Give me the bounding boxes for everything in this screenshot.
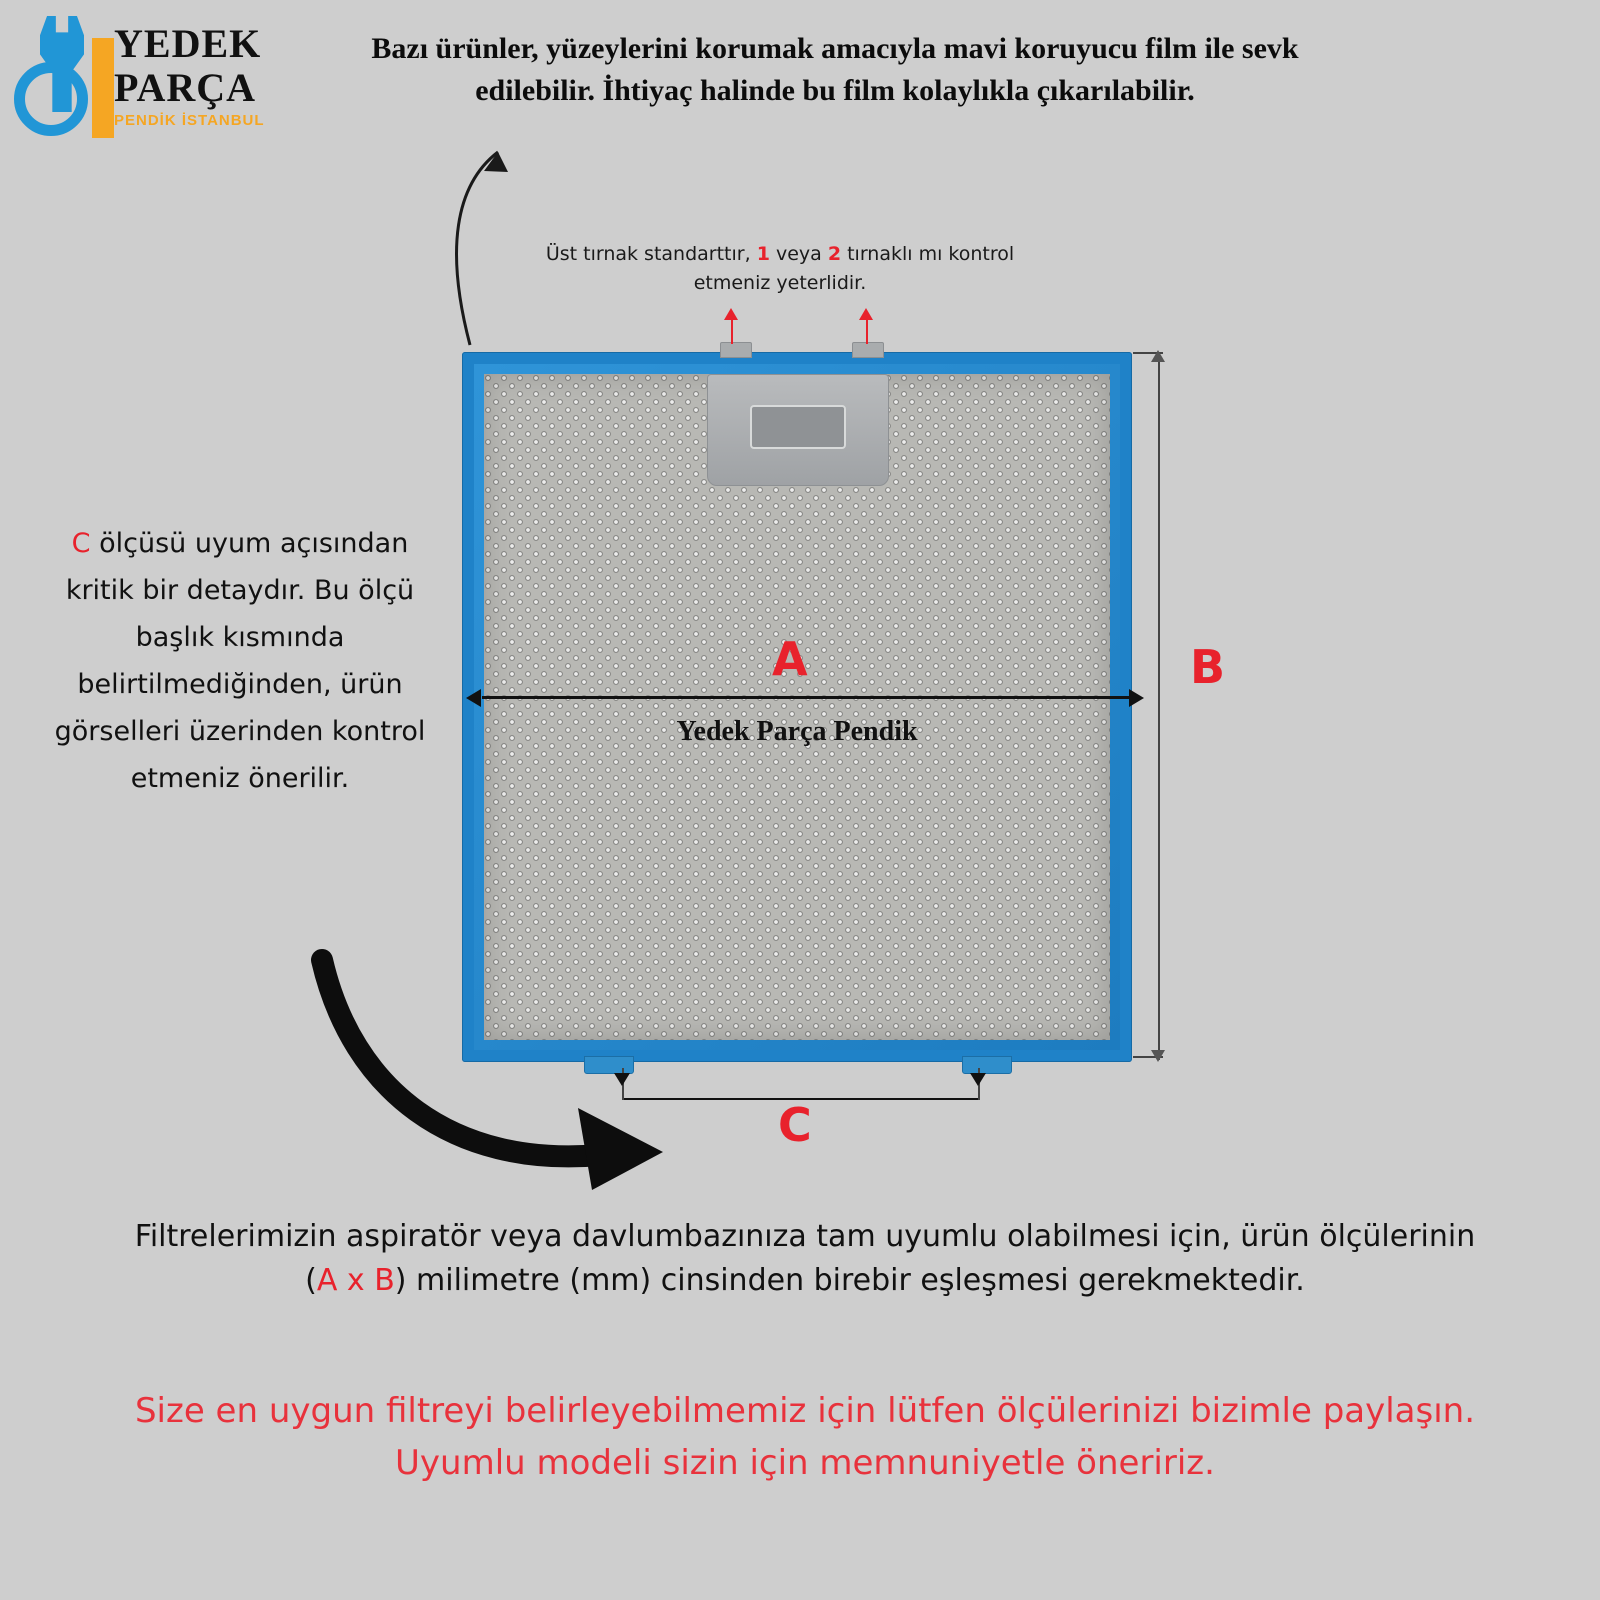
logo-orange-bar (92, 38, 114, 138)
filter-watermark: Yedek Parça Pendik (676, 716, 918, 747)
dimension-b-arrow-bottom (1151, 1050, 1165, 1062)
top-heading: Bazı ürünler, yüzeylerini korumak amacıyla mavi koruyucu film ile sevk edilebilir. İhtiyaç halinde bu film kolaylıkla çıkarılabilir. (371, 32, 1299, 107)
bottom-paragraph-dims: A x B (316, 1263, 395, 1298)
handle-slot (750, 405, 846, 449)
top-tab-pointer-1-arrow (724, 308, 738, 320)
dimension-line-a (482, 696, 1132, 699)
bottom-tab-2 (962, 1056, 1012, 1074)
film-callout-arrow-path (457, 152, 498, 345)
logo-mark (14, 16, 114, 134)
brand-logo (10, 10, 310, 140)
dimension-a-arrow-left (466, 689, 481, 707)
logo-line-1: YEDEK (114, 21, 262, 66)
bottom-paragraph-part1: Filtrelerimizin aspiratör veya davlumbazınıza tam uyumlu olabilmesi için, ürün ölçülerinin ( (134, 1219, 1476, 1298)
dimension-c-arrow-left (614, 1073, 630, 1086)
dimension-b-arrow-top (1151, 350, 1165, 362)
grease-filter-illustration (462, 352, 1132, 1062)
film-callout-arrow-head (484, 152, 508, 172)
dimension-c-arrow-right (970, 1073, 986, 1086)
bottom-paragraph (120, 1215, 1490, 1303)
dimension-a-arrow-right (1129, 689, 1144, 707)
logo-text (114, 22, 314, 129)
top-tab-pointer-2-line (866, 318, 868, 344)
tab-note-part2: veya (769, 243, 828, 265)
logo-subtitle: PENDİK İSTANBUL (114, 112, 265, 129)
tab-note-part1: Üst tırnak standarttır, (545, 243, 757, 265)
top-tab-2 (852, 342, 884, 358)
tab-note-number-1: 1 (756, 243, 770, 265)
filter-handle (707, 374, 889, 486)
dimension-label-b: B (1190, 640, 1226, 694)
left-paragraph-letter: C (71, 528, 91, 559)
dimension-label-a: A (772, 632, 808, 686)
dimension-label-c: C (778, 1098, 812, 1152)
top-tab-1 (720, 342, 752, 358)
dimension-line-b (1158, 356, 1160, 1060)
logo-line-2: PARÇA (114, 65, 257, 110)
tab-note-part3: tırnaklı mı kontrol etmeniz yeterlidir. (693, 243, 1015, 294)
gear-icon (14, 62, 88, 136)
left-paragraph (40, 520, 440, 802)
left-callout-arrow-head (578, 1108, 663, 1190)
bottom-paragraph-part2: ) milimetre (mm) cinsinden birebir eşleşmesi gerekmektedir. (394, 1263, 1305, 1298)
top-tab-pointer-1-line (731, 318, 733, 344)
top-tab-pointer-2-arrow (859, 308, 873, 320)
left-paragraph-text: ölçüsü uyum açısından kritik bir detaydır. Bu ölçü başlık kısmında belirtilmediğinden, ürün görselleri üzerinden kontrol etmeniz önerilir. (54, 528, 426, 794)
bottom-red-text: Size en uygun filtreyi belirleyebilmemiz için lütfen ölçülerinizi bizimle paylaşın. Uyumlu modeli sizin için memnuniyetle öneririz. (134, 1391, 1476, 1483)
tab-note (520, 240, 1040, 298)
bottom-tab-1 (584, 1056, 634, 1074)
tab-note-number-2: 2 (827, 243, 842, 265)
